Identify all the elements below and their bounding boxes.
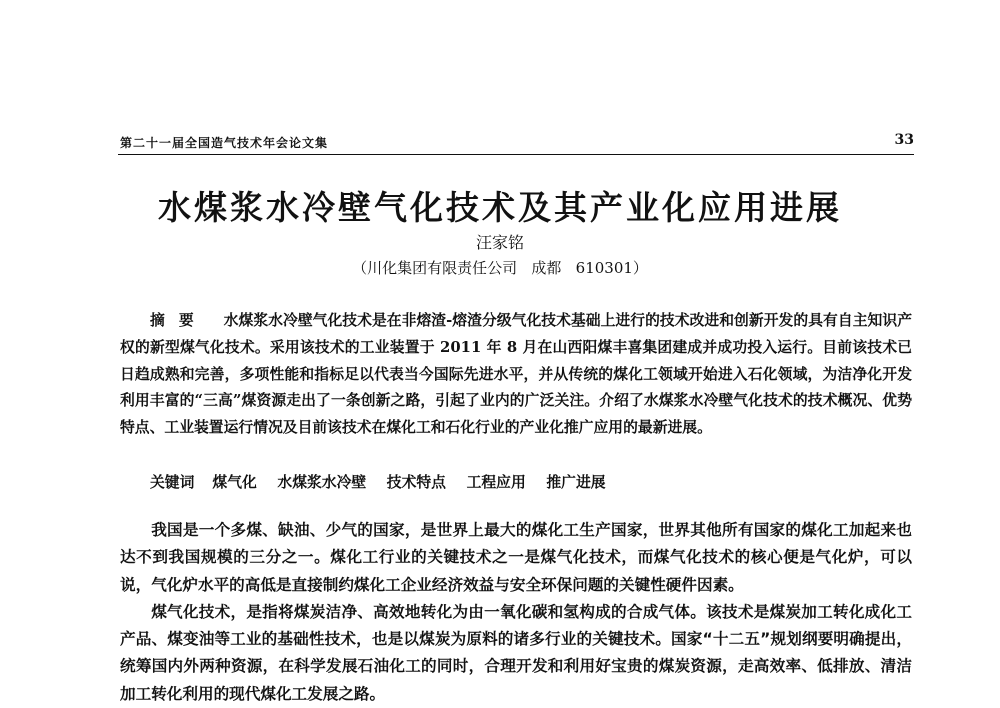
keywords-label: 关键词: [150, 474, 195, 491]
body-paragraph: 我国是一个多煤、缺油、少气的国家，是世界上最大的煤化工生产国家，世界其他所有国家的煤化工加起来也达不到我国规模的三分之一。煤化工行业的关键技术之一是煤气化技术，而煤气化技术的核心便是气化炉，可以说，气化炉水平的高低是直接制约煤化工企业经济效益与安全环保问题的关键性硬件因素。: [120, 521, 912, 594]
author-name: 汪家铭: [475, 233, 524, 252]
author-affiliation: （川化集团有限责任公司 成都 610301）: [352, 259, 648, 277]
abstract-label: 摘要: [150, 312, 208, 329]
abstract: [120, 308, 912, 442]
keywords: [150, 471, 606, 492]
running-header: [118, 132, 914, 155]
paper-title: 水煤浆水冷壁气化技术及其产业化应用进展: [158, 188, 842, 227]
journal-name: 第二十一届全国造气技术年会论文集: [120, 136, 329, 150]
body-paragraph: 煤气化技术，是指将煤炭洁净、高效地转化为由一氧化碳和氢构成的合成气体。该技术是煤炭加工转化成化工产品、煤变油等工业的基础性技术，也是以煤炭为原料的诸多行业的关键技术。国家“十二五”规划纲要明确提出，统筹国内外两种资源，在科学发展石油化工的同时，合理开发和利用好宝贵的煤炭资源，走高效率、低排放、清洁加工转化利用的现代煤化工发展之路。: [120, 602, 912, 703]
body-text: [120, 517, 912, 708]
page-number: 33: [894, 132, 914, 148]
keywords-list: 煤气化 水煤浆水冷壁 技术特点 工程应用 推广进展: [212, 474, 606, 491]
abstract-text: 水煤浆水冷壁气化技术是在非熔渣-熔渣分级气化技术基础上进行的技术改进和创新开发的具有自主知识产权的新型煤气化技术。采用该技术的工业装置于 2011 年 8 月在山西阳煤丰喜集团建成并成功投入运行。目前该技术已日趋成熟和完善，多项性能和指标足以代表当今国际先进水平，并从传统的煤化工领域开始进入石化领域，为洁净化开发利用丰富的“三高”煤资源走出了一条创新之路，引起了业内的广泛关注。介绍了水煤浆水冷壁气化技术的技术概况、优势特点、工业装置运行情况及目前该技术在煤化工和石化行业的产业化推广应用的最新进展。: [120, 312, 912, 437]
